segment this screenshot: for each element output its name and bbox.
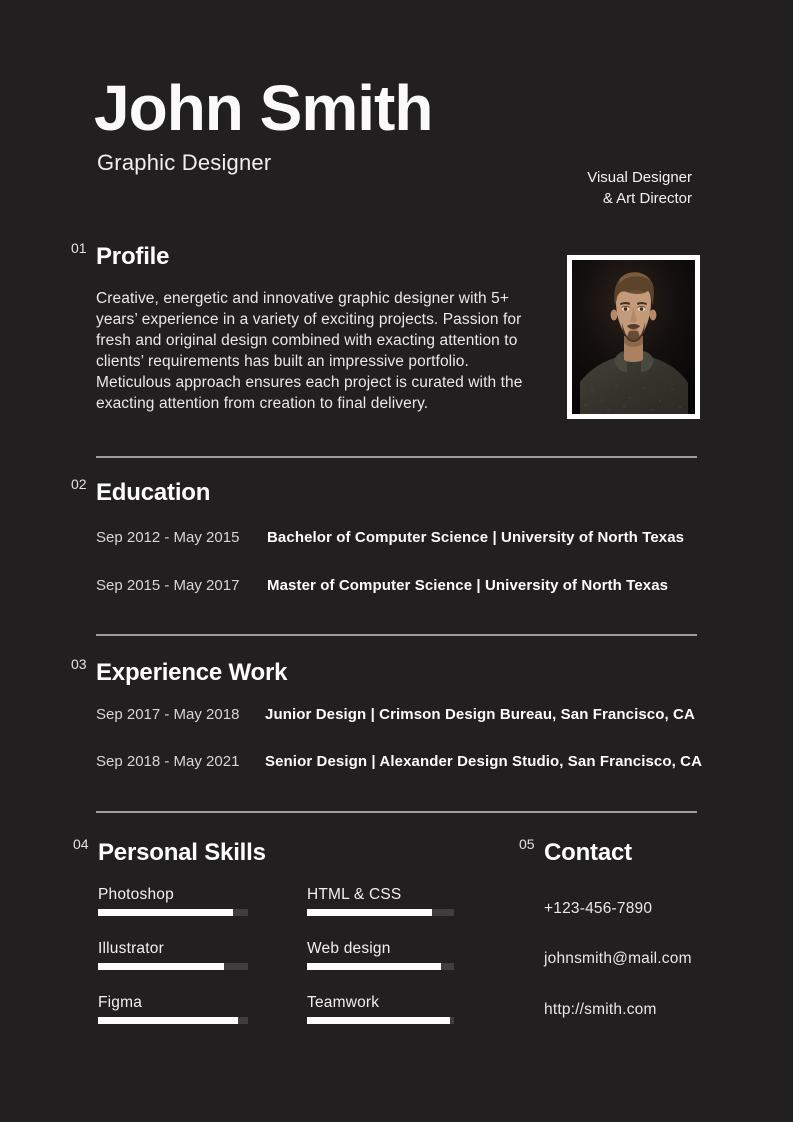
experience-section-heading: Experience Work: [96, 659, 288, 686]
education-row-detail: Master of Computer Science | University of North Texas: [267, 577, 669, 594]
skill-bar-fill: [307, 963, 441, 970]
skill-label: Figma: [98, 994, 143, 1011]
skills-column-left: [98, 886, 248, 1048]
skill-item: [307, 886, 454, 916]
skills-section-number: 04: [73, 836, 89, 852]
tagline-line-2: & Art Director: [602, 190, 692, 207]
education-section-heading: Education: [96, 479, 211, 506]
skill-item: [307, 940, 454, 970]
person-name: John Smith: [94, 72, 433, 144]
skills-section-heading: Personal Skills: [98, 839, 266, 866]
skill-bar-track: [307, 1017, 454, 1024]
skills-column-right: [307, 886, 454, 1048]
profile-section-heading: Profile: [96, 243, 170, 270]
skill-label: Illustrator: [98, 940, 164, 957]
skill-bar-track: [98, 1017, 248, 1024]
skill-label: Web design: [307, 940, 391, 957]
portrait-photo: [567, 255, 700, 419]
skill-bar-fill: [98, 909, 233, 916]
skill-label: HTML & CSS: [307, 886, 402, 903]
experience-row-detail: Senior Design | Alexander Design Studio, San Francisco, CA: [265, 753, 703, 770]
education-row-dates: Sep 2012 - May 2015: [96, 529, 240, 546]
contact-website: http://smith.com: [544, 1001, 657, 1018]
divider-after-profile: [96, 456, 697, 458]
portrait-photo-illustration: [572, 260, 695, 414]
skill-bar-track: [98, 963, 248, 970]
skill-bar-track: [307, 909, 454, 916]
skill-bar-track: [307, 963, 454, 970]
skill-bar-fill: [98, 963, 224, 970]
experience-row-dates: Sep 2018 - May 2021: [96, 753, 240, 770]
contact-section-heading: Contact: [544, 839, 632, 866]
skill-label: Teamwork: [307, 994, 380, 1011]
education-row-dates: Sep 2015 - May 2017: [96, 577, 240, 594]
education-row-detail: Bachelor of Computer Science | University of North Texas: [267, 529, 685, 546]
education-section-number: 02: [71, 476, 87, 492]
skill-bar-fill: [307, 1017, 450, 1024]
divider-after-experience: [96, 811, 697, 813]
divider-after-education: [96, 634, 697, 636]
skill-item: [98, 886, 248, 916]
tagline-line-1: Visual Designer: [587, 169, 692, 186]
experience-row-dates: Sep 2017 - May 2018: [96, 706, 240, 723]
skill-bar-fill: [307, 909, 432, 916]
experience-section-number: 03: [71, 656, 87, 672]
profile-section-number: 01: [71, 240, 87, 256]
skill-item: [307, 994, 454, 1024]
person-job-title: Graphic Designer: [97, 150, 272, 175]
skill-item: [98, 940, 248, 970]
skill-bar-fill: [98, 1017, 238, 1024]
experience-row-detail: Junior Design | Crimson Design Bureau, San Francisco, CA: [265, 706, 695, 723]
skill-label: Photoshop: [98, 886, 174, 903]
contact-section-number: 05: [519, 836, 535, 852]
contact-email: johnsmith@mail.com: [544, 950, 692, 967]
skill-item: [98, 994, 248, 1024]
contact-phone: +123-456-7890: [544, 900, 653, 917]
tagline: [587, 167, 692, 209]
skill-bar-track: [98, 909, 248, 916]
profile-body-text: Creative, energetic and innovative graphic designer with 5+ years’ experience in a variety of exciting projects. Passion for fresh and original design combined with exacting attention to clients’ requirements has built an impressive portfolio. Meticulous approach ensures each project is curated with the exacting attention from creation to final delivery.: [96, 290, 523, 412]
